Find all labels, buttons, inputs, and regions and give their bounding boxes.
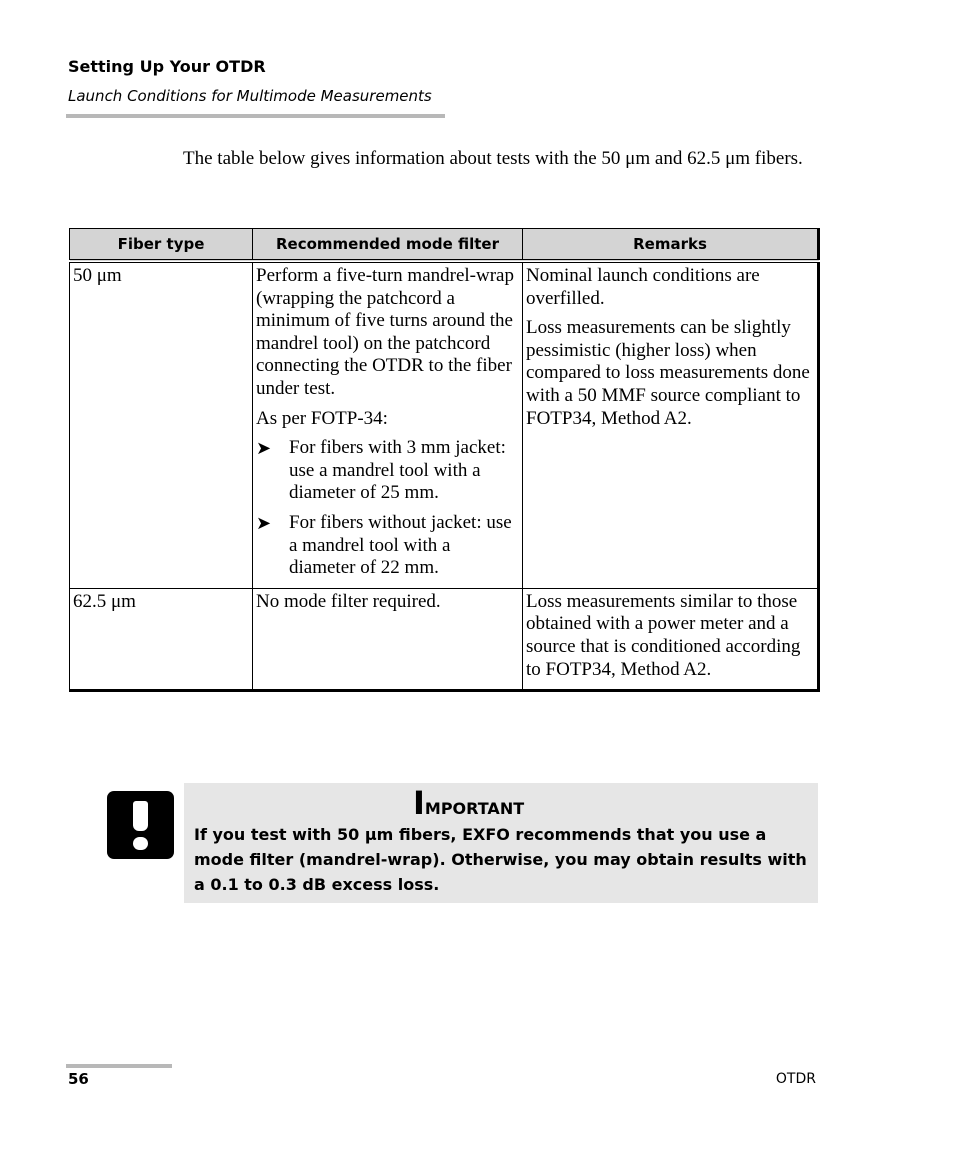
bullet-text: For fibers with 3 mm jacket: use a mandrel tool with a diameter of 25 mm. — [289, 437, 506, 504]
filter-paragraph: No mode filter required. — [256, 590, 441, 612]
cell-fiber-type — [70, 588, 253, 690]
section-subtitle: Launch Conditions for Multimode Measurements — [68, 87, 432, 105]
filter-paragraph: As per FOTP-34: — [256, 407, 388, 429]
cell-mode-filter — [253, 261, 523, 588]
table-row — [70, 588, 819, 690]
cell-fiber-type — [70, 261, 253, 588]
column-header-remarks: Remarks — [523, 229, 819, 262]
remark-paragraph: Nominal launch conditions are overfilled. — [526, 265, 760, 309]
section-title: Setting Up Your OTDR — [68, 57, 266, 76]
cell-remarks — [523, 588, 819, 690]
intro-paragraph: The table below gives information about tests with the 50 μm and 62.5 μm fibers. — [183, 148, 803, 169]
arrow-bullet-icon: ➤ — [256, 512, 272, 533]
list-item — [256, 512, 519, 580]
remark-paragraph: Loss measurements can be slightly pessimistic (higher loss) when compared to loss measurements done with a 50 MMF source compliant to FOTP34, Method A2. — [526, 317, 810, 429]
remark-paragraph: Loss measurements similar to those obtained with a power meter and a source that is conditioned according to FOTP34, Method A2. — [526, 590, 801, 680]
fiber-type-label: 62.5 μm — [73, 590, 136, 612]
fiber-table — [69, 228, 820, 692]
column-header-mode-filter: Recommended mode filter — [253, 229, 523, 262]
list-item — [256, 437, 519, 505]
page-number: 56 — [68, 1070, 89, 1088]
important-title: Important — [413, 784, 525, 822]
column-header-fiber-type: Fiber type — [70, 229, 253, 262]
footer-divider — [66, 1064, 172, 1068]
important-text: If you test with 50 μm fibers, EXFO recommends that you use a mode filter (mandrel-wrap). Otherwise, you may obtain results with a 0.1 to 0.3 dB excess loss. — [194, 825, 807, 894]
bullet-text: For fibers without jacket: use a mandrel tool with a diameter of 22 mm. — [289, 511, 512, 579]
filter-paragraph: Perform a five-turn mandrel-wrap (wrapping the patchcord a minimum of five turns around the mandrel tool) on the patchcord connecting the OTDR to the fiber under test. — [256, 265, 514, 399]
arrow-bullet-icon: ➤ — [256, 438, 272, 459]
table-row — [70, 261, 819, 588]
cell-mode-filter — [253, 588, 523, 690]
product-name: OTDR — [775, 1071, 816, 1087]
fiber-type-label: 50 μm — [73, 265, 122, 286]
table-header-row — [70, 229, 819, 262]
cell-remarks — [523, 261, 819, 588]
header-divider — [66, 114, 445, 118]
exclamation-icon — [107, 791, 174, 859]
